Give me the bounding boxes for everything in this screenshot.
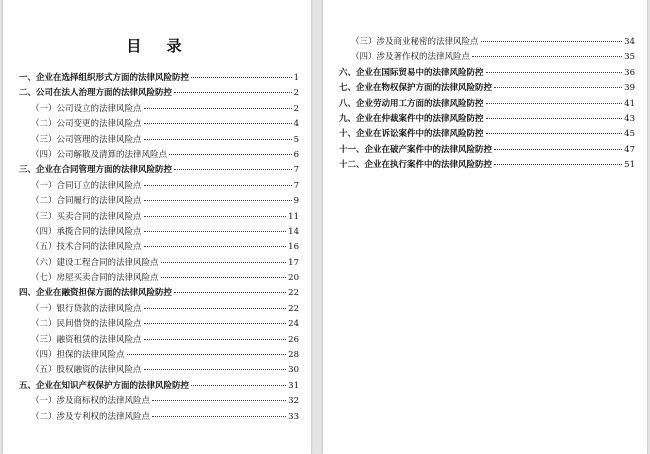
toc-leader-dots — [152, 391, 286, 401]
toc-page-number: 35 — [624, 52, 635, 63]
toc-entry-text: 六、企业在国际贸易中的法律风险防控 — [339, 67, 484, 78]
toc-leader-dots — [144, 237, 287, 247]
toc-leader-dots — [486, 94, 623, 104]
toc-page-number: 47 — [624, 144, 635, 155]
toc-entry-text: （二）公司变更的法律风险点 — [31, 119, 142, 130]
toc-page-number: 24 — [288, 319, 299, 330]
toc-entry-text: 一、企业在选择组织形式方面的法律风险防控 — [19, 73, 190, 83]
toc-entry-text: 四、企业在融资担保方面的法律风险防控 — [19, 288, 173, 299]
toc-leader-dots — [144, 360, 287, 370]
toc-leader-dots — [191, 68, 292, 78]
toc-page-number: 39 — [624, 83, 635, 94]
toc-page-number: 11 — [288, 211, 299, 222]
toc-leader-dots — [144, 207, 287, 217]
toc-entry-text: （七）房屋买卖合同的法律风险点 — [31, 273, 159, 284]
toc-page-number: 4 — [293, 119, 299, 130]
toc-entry-text: （六）建设工程合同的法律风险点 — [31, 257, 159, 268]
toc-page-number: 26 — [288, 334, 299, 345]
toc-leader-dots — [174, 160, 292, 170]
toc-entry-text: （三）公司管理的法律风险点 — [31, 134, 142, 145]
toc-page-number: 7 — [293, 165, 299, 176]
toc-leader-dots — [144, 314, 287, 324]
toc-page-number: 7 — [293, 180, 299, 191]
toc-page-number: 1 — [293, 73, 299, 83]
toc-page-number: 2 — [293, 88, 299, 99]
right-page — [323, 0, 647, 454]
toc-page-number: 16 — [288, 242, 299, 253]
toc-leader-dots — [161, 253, 287, 263]
toc-page-number: 43 — [624, 113, 635, 124]
toc-leader-dots — [161, 268, 287, 278]
toc-page-number: 14 — [288, 226, 299, 237]
toc-page-number: 17 — [288, 257, 299, 268]
toc-leader-dots — [144, 99, 292, 109]
toc-entry-text: （二）涉及专利权的法律风险点 — [31, 411, 151, 422]
toc-page-number: 30 — [288, 365, 299, 376]
toc-entry-text: （一）银行贷款的法律风险点 — [31, 303, 142, 314]
toc-entry-text: 十一、企业在破产案件中的法律风险防控 — [339, 144, 493, 155]
toc-entry-text: 九、企业在仲裁案件中的法律风险防控 — [339, 113, 484, 124]
toc-leader-dots — [174, 83, 292, 93]
toc-entry-text: （一）公司设立的法律风险点 — [31, 103, 142, 114]
toc-list-left — [19, 70, 299, 424]
toc-leader-dots — [144, 299, 287, 309]
toc-page-number: 51 — [624, 160, 635, 171]
toc-page-number: 41 — [624, 98, 635, 109]
toc-page-number: 33 — [288, 411, 299, 422]
toc-entry-text: （五）技术合同的法律风险点 — [31, 242, 142, 253]
toc-list-right — [339, 34, 635, 173]
toc-entry-text: （四）承揽合同的法律风险点 — [31, 226, 142, 237]
toc-page-number: 20 — [288, 273, 299, 284]
toc-entry-text: （五）股权融资的法律风险点 — [31, 365, 142, 376]
toc-leader-dots — [481, 32, 623, 42]
toc-page-number: 2 — [293, 103, 299, 114]
toc-page-number: 34 — [624, 37, 635, 47]
toc-leader-dots — [144, 222, 287, 232]
toc-leader-dots — [174, 283, 286, 293]
toc-entry-text: 十、企业在诉讼案件中的法律风险防控 — [339, 129, 484, 140]
toc-entry-text: （四）公司解散及清算的法律风险点 — [31, 149, 168, 160]
toc-leader-dots — [144, 191, 292, 201]
toc-page-number: 31 — [288, 380, 299, 391]
toc-entry[interactable] — [339, 157, 635, 172]
toc-entry-text: 十二、企业在执行案件中的法律风险防控 — [339, 160, 493, 171]
toc-page-number: 36 — [624, 67, 635, 78]
toc-page-number: 32 — [288, 396, 299, 407]
toc-page-number: 5 — [293, 134, 299, 145]
toc-leader-dots — [191, 376, 286, 386]
toc-page-number: 6 — [293, 149, 299, 160]
toc-leader-dots — [144, 176, 292, 186]
toc-entry-text: （四）担保的法律风险点 — [31, 350, 125, 361]
toc-leader-dots — [494, 78, 622, 88]
toc-leader-dots — [486, 63, 623, 73]
toc-leader-dots — [169, 145, 292, 155]
toc-leader-dots — [144, 330, 287, 340]
toc-entry-text: （一）涉及商标权的法律风险点 — [31, 396, 151, 407]
toc-entry-text: （三）涉及商业秘密的法律风险点 — [351, 37, 479, 47]
toc-entry-text: 二、公司在法人治理方面的法律风险防控 — [19, 88, 173, 99]
toc-entry-text: （四）涉及著作权的法律风险点 — [351, 52, 471, 63]
toc-leader-dots — [152, 407, 286, 417]
toc-entry-text: 八、企业劳动用工方面的法律风险防控 — [339, 98, 484, 109]
toc-entry-text: （二）合同履行的法律风险点 — [31, 196, 142, 207]
toc-leader-dots — [486, 124, 623, 134]
toc-entry-text: （二）民间借贷的法律风险点 — [31, 319, 142, 330]
toc-page-number: 28 — [288, 350, 299, 361]
left-page — [3, 0, 311, 454]
toc-entry-text: （三）买卖合同的法律风险点 — [31, 211, 142, 222]
toc-entry-text: （三）融资租赁的法律风险点 — [31, 334, 142, 345]
toc-leader-dots — [144, 130, 292, 140]
toc-leader-dots — [486, 109, 623, 119]
toc-page-number: 45 — [624, 129, 635, 140]
toc-entry-text: 五、企业在知识产权保护方面的法律风险防控 — [19, 380, 190, 391]
toc-entry[interactable] — [19, 409, 299, 424]
toc-title: 目 录 — [126, 37, 192, 55]
toc-page-number: 22 — [288, 303, 299, 314]
toc-entry-text: （一）合同订立的法律风险点 — [31, 180, 142, 191]
toc-entry-text: 七、企业在物权保护方面的法律风险防控 — [339, 83, 493, 94]
toc-entry-text: 三、企业在合同管理方面的法律风险防控 — [19, 165, 173, 176]
toc-leader-dots — [472, 47, 622, 57]
toc-page-number: 22 — [288, 288, 299, 299]
toc-page-number: 9 — [293, 196, 299, 207]
toc-leader-dots — [127, 345, 287, 355]
toc-leader-dots — [494, 140, 622, 150]
toc-leader-dots — [494, 155, 622, 165]
toc-leader-dots — [144, 114, 292, 124]
